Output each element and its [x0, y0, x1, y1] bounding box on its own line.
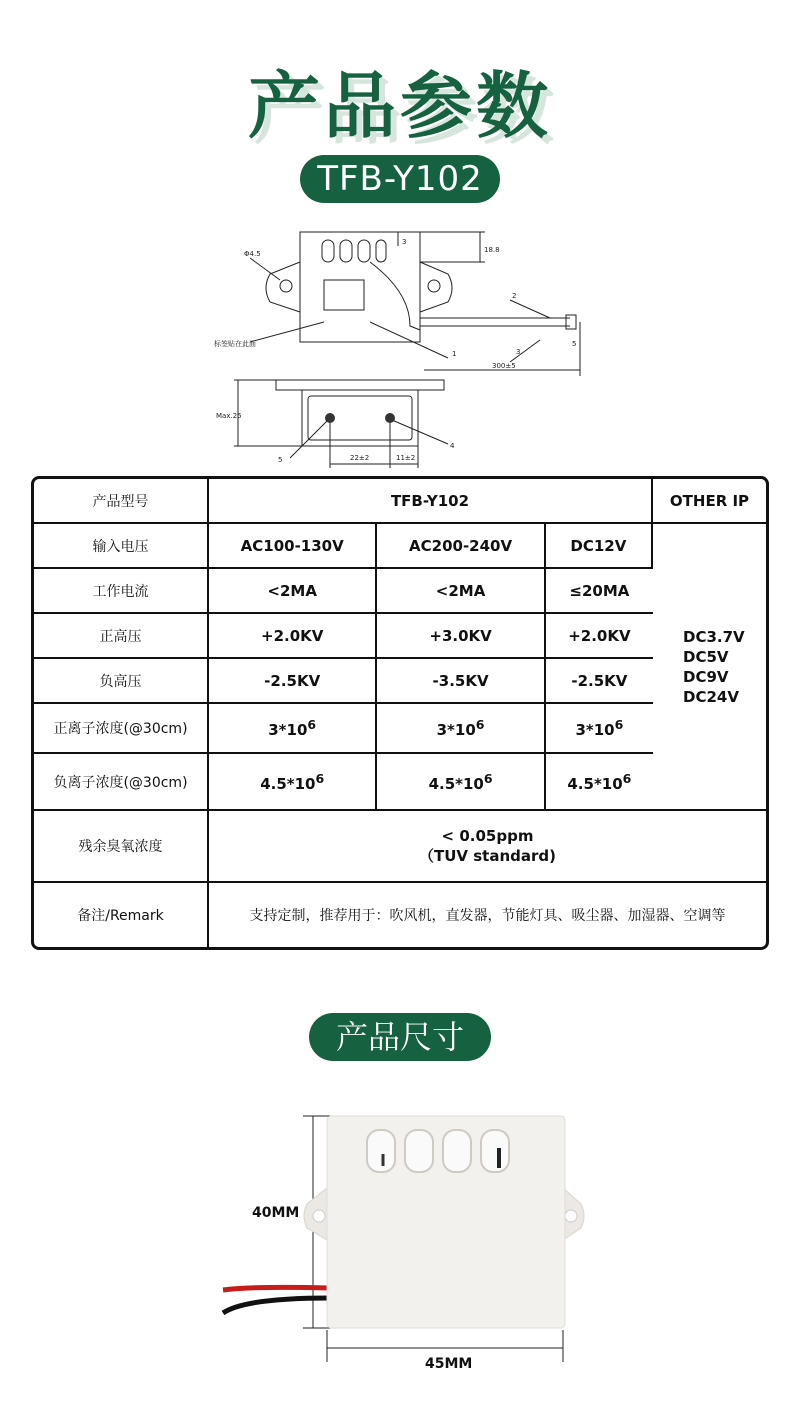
- drawing-side-body: [302, 390, 418, 446]
- cell-value: DC12V: [546, 524, 653, 569]
- drawing-dim-tip: 5: [572, 340, 577, 348]
- height-label: 40MM: [252, 1205, 300, 1221]
- cell-value: AC200-240V: [377, 524, 545, 569]
- drawing-dim-gap: 3: [402, 238, 407, 246]
- drawing-right-hole: [428, 280, 440, 292]
- drawing-left-hole: [280, 280, 292, 292]
- cell-value: $4.5*10^6$: [209, 754, 377, 811]
- drawing-pin-left: [325, 413, 335, 423]
- other-value: DC24V: [683, 687, 739, 706]
- row-label: 产品型号: [34, 479, 209, 524]
- model-badge: TFB-Y102: [300, 155, 500, 203]
- drawing-callout-4: 4: [450, 442, 455, 450]
- cell-value: -2.5KV: [546, 659, 653, 704]
- drawing-left-ear: [266, 262, 300, 312]
- drawing-dim-lead: 300±5: [492, 362, 516, 370]
- width-label: 45MM: [425, 1356, 473, 1372]
- cell-value: $3*10^6$: [546, 704, 653, 754]
- other-value: DC9V: [683, 667, 729, 686]
- other-value: DC3.7V: [683, 627, 745, 646]
- black-wire: [223, 1298, 330, 1313]
- red-wire: [223, 1287, 330, 1290]
- table-row: [34, 883, 766, 947]
- cell-value: <2MA: [209, 569, 377, 614]
- table-row: [34, 479, 766, 524]
- row-label: 负高压: [34, 659, 209, 704]
- page-title: 产品参数: [247, 64, 552, 148]
- cell-value: AC100-130V: [209, 524, 377, 569]
- remark-text: 支持定制，推荐用于：吹风机，直发器，节能灯具、吸尘器、加湿器、空调等: [249, 908, 726, 924]
- technical-drawing: [210, 222, 600, 470]
- cell-value: $3*10^6$: [377, 704, 545, 754]
- drawing-dim-hole: Φ4.5: [244, 250, 261, 258]
- drawing-dim-pitch-b: 11±2: [396, 454, 416, 462]
- row-label: 负离子浓度(@30cm): [34, 754, 209, 811]
- cell-value: +3.0KV: [377, 614, 545, 659]
- product-photo: [215, 1108, 615, 1368]
- row-label: 工作电流: [34, 569, 209, 614]
- drawing-callout-3: 3: [516, 348, 521, 356]
- drawing-dim-pitch-a: 22±2: [350, 454, 370, 462]
- row-label: 备注/Remark: [34, 883, 209, 947]
- row-label: 残余臭氧浓度: [34, 811, 209, 883]
- drawing-callout-5: 5: [278, 456, 283, 464]
- table-row: [34, 524, 766, 569]
- cell-value: <2MA: [377, 569, 545, 614]
- cell-value: +2.0KV: [209, 614, 377, 659]
- size-section-title: 产品尺寸: [309, 1013, 491, 1061]
- cell-value: $4.5*10^6$: [377, 754, 545, 811]
- drawing-label-note: 标签贴在此面: [214, 340, 256, 348]
- ozone-value: [209, 811, 766, 883]
- ozone-line-2: （TUV standard): [419, 846, 556, 865]
- cell-value: -2.5KV: [209, 659, 377, 704]
- other-value: DC5V: [683, 647, 729, 666]
- cell-value: ≤20MA: [546, 569, 653, 614]
- cell-value: -3.5KV: [377, 659, 545, 704]
- drawing-dim-max: Max.25: [216, 412, 242, 420]
- ozone-line-1: < 0.05ppm: [441, 826, 534, 845]
- drawing-right-ear: [420, 262, 452, 312]
- other-header: OTHER IP: [653, 479, 766, 524]
- table-row: [34, 811, 766, 883]
- drawing-top-body: [300, 232, 420, 342]
- drawing-callout-2: 2: [512, 292, 517, 300]
- model-value: TFB-Y102: [209, 479, 653, 524]
- spec-table: [31, 476, 769, 950]
- drawing-callout-1: 1: [452, 350, 457, 358]
- other-values: [653, 524, 766, 811]
- drawing-dim-height: 18.8: [484, 246, 500, 254]
- cell-value: +2.0KV: [546, 614, 653, 659]
- row-label: 正离子浓度(@30cm): [34, 704, 209, 754]
- row-label: 正高压: [34, 614, 209, 659]
- row-label: 输入电压: [34, 524, 209, 569]
- drawing-pin-right: [385, 413, 395, 423]
- cell-value: $3*10^6$: [209, 704, 377, 754]
- cell-value: $4.5*10^6$: [546, 754, 653, 811]
